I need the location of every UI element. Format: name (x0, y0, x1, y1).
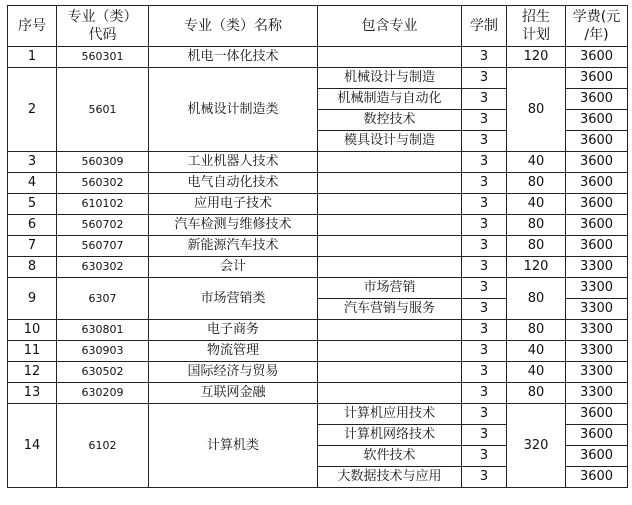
cell-code: 630302 (57, 257, 149, 278)
table-row (8, 383, 628, 404)
cell-code: 630801 (57, 320, 149, 341)
table-row (8, 194, 628, 215)
cell-length: 3 (462, 467, 507, 488)
cell-fee: 3600 (566, 68, 628, 89)
table-header (8, 6, 628, 47)
cell-code: 6307 (57, 278, 149, 320)
cell-seq: 14 (8, 404, 57, 488)
cell-major-name: 国际经济与贸易 (149, 362, 318, 383)
enrollment-table-container (7, 5, 627, 488)
cell-seq: 11 (8, 341, 57, 362)
header-enroll (507, 6, 566, 47)
cell-length: 3 (462, 236, 507, 257)
cell-length: 3 (462, 194, 507, 215)
header-code-line1: 专业（类） (67, 9, 138, 25)
cell-seq: 6 (8, 215, 57, 236)
cell-code: 630903 (57, 341, 149, 362)
cell-major-name: 新能源汽车技术 (149, 236, 318, 257)
cell-includes: 机械制造与自动化 (318, 89, 462, 110)
table-row (8, 278, 628, 299)
cell-enroll: 80 (507, 215, 566, 236)
cell-fee: 3600 (566, 194, 628, 215)
header-row (8, 6, 628, 47)
cell-fee: 3600 (566, 425, 628, 446)
cell-major-name: 机电一体化技术 (149, 47, 318, 68)
cell-length: 3 (462, 89, 507, 110)
cell-seq: 10 (8, 320, 57, 341)
table-row (8, 152, 628, 173)
cell-code: 560707 (57, 236, 149, 257)
cell-seq: 5 (8, 194, 57, 215)
cell-enroll: 80 (507, 383, 566, 404)
cell-length: 3 (462, 383, 507, 404)
cell-code: 630502 (57, 362, 149, 383)
cell-includes (318, 236, 462, 257)
cell-major-name: 机械设计制造类 (149, 68, 318, 152)
cell-includes: 市场营销 (318, 278, 462, 299)
cell-enroll: 40 (507, 152, 566, 173)
cell-includes (318, 47, 462, 68)
table-row (8, 404, 628, 425)
cell-enroll: 40 (507, 341, 566, 362)
cell-fee: 3300 (566, 383, 628, 404)
cell-seq: 13 (8, 383, 57, 404)
cell-major-name: 会计 (149, 257, 318, 278)
cell-fee: 3600 (566, 131, 628, 152)
cell-code: 630209 (57, 383, 149, 404)
cell-length: 3 (462, 215, 507, 236)
cell-length: 3 (462, 425, 507, 446)
cell-major-name: 物流管理 (149, 341, 318, 362)
cell-enroll: 80 (507, 320, 566, 341)
cell-fee: 3300 (566, 362, 628, 383)
table-row (8, 215, 628, 236)
header-length: 学制 (462, 6, 507, 47)
cell-fee: 3600 (566, 173, 628, 194)
cell-seq: 1 (8, 47, 57, 68)
cell-fee: 3600 (566, 47, 628, 68)
cell-fee: 3300 (566, 299, 628, 320)
header-includes: 包含专业 (318, 6, 462, 47)
cell-includes (318, 152, 462, 173)
table-row (8, 341, 628, 362)
cell-fee: 3300 (566, 320, 628, 341)
table-row (8, 257, 628, 278)
header-name: 专业（类）名称 (149, 6, 318, 47)
cell-major-name: 汽车检测与维修技术 (149, 215, 318, 236)
cell-includes: 数控技术 (318, 110, 462, 131)
cell-fee: 3600 (566, 110, 628, 131)
cell-code: 560702 (57, 215, 149, 236)
cell-length: 3 (462, 320, 507, 341)
enrollment-plan-table (7, 5, 628, 488)
cell-length: 3 (462, 131, 507, 152)
cell-includes (318, 257, 462, 278)
cell-major-name: 市场营销类 (149, 278, 318, 320)
table-row (8, 68, 628, 89)
header-enroll-line2: 计划 (522, 27, 550, 43)
cell-code: 6102 (57, 404, 149, 488)
cell-fee: 3600 (566, 446, 628, 467)
cell-enroll: 120 (507, 257, 566, 278)
cell-code: 610102 (57, 194, 149, 215)
cell-major-name: 应用电子技术 (149, 194, 318, 215)
cell-includes: 计算机网络技术 (318, 425, 462, 446)
header-enroll-line1: 招生 (522, 9, 550, 25)
table-row (8, 320, 628, 341)
cell-length: 3 (462, 110, 507, 131)
header-seq: 序号 (8, 6, 57, 47)
cell-fee: 3600 (566, 89, 628, 110)
cell-includes: 计算机应用技术 (318, 404, 462, 425)
cell-fee: 3600 (566, 152, 628, 173)
cell-fee: 3600 (566, 236, 628, 257)
cell-includes (318, 362, 462, 383)
cell-enroll: 40 (507, 194, 566, 215)
cell-includes (318, 341, 462, 362)
table-row (8, 47, 628, 68)
cell-fee: 3600 (566, 404, 628, 425)
cell-fee: 3300 (566, 341, 628, 362)
cell-includes (318, 320, 462, 341)
cell-major-name: 电子商务 (149, 320, 318, 341)
cell-seq: 8 (8, 257, 57, 278)
table-body (8, 47, 628, 488)
cell-includes (318, 383, 462, 404)
cell-enroll: 80 (507, 278, 566, 320)
cell-seq: 12 (8, 362, 57, 383)
cell-fee: 3300 (566, 257, 628, 278)
cell-code: 560301 (57, 47, 149, 68)
cell-includes (318, 173, 462, 194)
cell-seq: 4 (8, 173, 57, 194)
cell-length: 3 (462, 257, 507, 278)
cell-major-name: 计算机类 (149, 404, 318, 488)
header-fee (566, 6, 628, 47)
cell-includes: 大数据技术与应用 (318, 467, 462, 488)
cell-length: 3 (462, 299, 507, 320)
cell-enroll: 80 (507, 68, 566, 152)
cell-length: 3 (462, 152, 507, 173)
header-fee-line2: /年) (584, 27, 609, 43)
cell-fee: 3300 (566, 278, 628, 299)
cell-enroll: 80 (507, 173, 566, 194)
cell-fee: 3600 (566, 215, 628, 236)
cell-length: 3 (462, 68, 507, 89)
cell-includes: 软件技术 (318, 446, 462, 467)
cell-length: 3 (462, 341, 507, 362)
cell-enroll: 40 (507, 362, 566, 383)
cell-code: 560309 (57, 152, 149, 173)
cell-length: 3 (462, 278, 507, 299)
table-row (8, 173, 628, 194)
header-code-line2: 代码 (88, 27, 117, 43)
cell-length: 3 (462, 446, 507, 467)
cell-seq: 9 (8, 278, 57, 320)
cell-major-name: 互联网金融 (149, 383, 318, 404)
cell-length: 3 (462, 404, 507, 425)
cell-length: 3 (462, 47, 507, 68)
table-row (8, 236, 628, 257)
cell-fee: 3600 (566, 467, 628, 488)
cell-seq: 7 (8, 236, 57, 257)
cell-enroll: 80 (507, 236, 566, 257)
cell-enroll: 320 (507, 404, 566, 488)
cell-includes: 汽车营销与服务 (318, 299, 462, 320)
cell-includes (318, 194, 462, 215)
cell-enroll: 120 (507, 47, 566, 68)
cell-includes (318, 215, 462, 236)
table-row (8, 362, 628, 383)
cell-length: 3 (462, 173, 507, 194)
header-code (57, 6, 149, 47)
cell-seq: 2 (8, 68, 57, 152)
cell-code: 560302 (57, 173, 149, 194)
cell-length: 3 (462, 362, 507, 383)
cell-code: 5601 (57, 68, 149, 152)
cell-major-name: 工业机器人技术 (149, 152, 318, 173)
cell-seq: 3 (8, 152, 57, 173)
header-fee-line1: 学费(元 (572, 9, 621, 25)
cell-includes: 模具设计与制造 (318, 131, 462, 152)
cell-includes: 机械设计与制造 (318, 68, 462, 89)
cell-major-name: 电气自动化技术 (149, 173, 318, 194)
